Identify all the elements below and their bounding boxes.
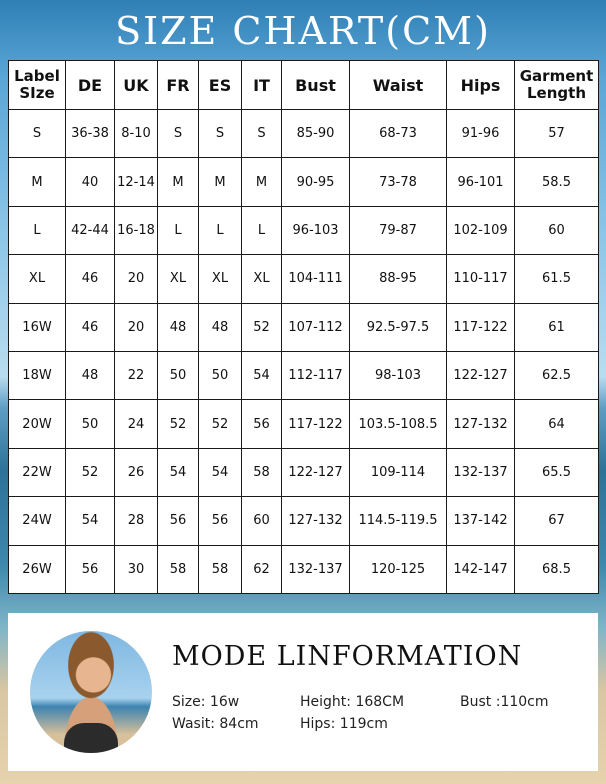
table-cell: 127-132	[282, 497, 350, 545]
table-cell: 50	[158, 351, 199, 399]
table-cell: 26	[115, 448, 158, 496]
column-header: UK	[115, 61, 158, 110]
table-cell: 92.5-97.5	[350, 303, 447, 351]
table-cell: 62	[242, 545, 282, 593]
table-cell: L	[9, 206, 66, 254]
table-cell: 40	[66, 158, 115, 206]
model-hips	[300, 716, 388, 732]
table-cell: S	[199, 110, 242, 158]
table-cell: 104-111	[282, 255, 350, 303]
table-cell: 132-137	[282, 545, 350, 593]
table-cell: M	[158, 158, 199, 206]
table-cell: 107-112	[282, 303, 350, 351]
model-information-title: MODE LINFORMATION	[172, 641, 523, 672]
table-cell: 18W	[9, 351, 66, 399]
table-cell: S	[158, 110, 199, 158]
table-cell: 98-103	[350, 351, 447, 399]
table-cell: 117-122	[282, 400, 350, 448]
table-cell: 28	[115, 497, 158, 545]
table-cell: 54	[158, 448, 199, 496]
table-cell: 110-117	[447, 255, 515, 303]
table-cell: 30	[115, 545, 158, 593]
table-cell: 61	[515, 303, 599, 351]
table-cell: 137-142	[447, 497, 515, 545]
table-cell: 48	[199, 303, 242, 351]
table-cell: 36-38	[66, 110, 115, 158]
model-height-label: Height:	[300, 694, 351, 710]
table-cell: 46	[66, 255, 115, 303]
table-cell: 64	[515, 400, 599, 448]
table-cell: XL	[199, 255, 242, 303]
table-cell: 24W	[9, 497, 66, 545]
page-title: SIZE CHART(CM)	[115, 9, 491, 53]
table-cell: 56	[199, 497, 242, 545]
table-header-row	[9, 61, 599, 110]
table-cell: 90-95	[282, 158, 350, 206]
table-cell: 127-132	[447, 400, 515, 448]
table-row	[9, 351, 599, 399]
table-cell: 122-127	[447, 351, 515, 399]
table-cell: XL	[9, 255, 66, 303]
table-cell: 56	[66, 545, 115, 593]
table-cell: 8-10	[115, 110, 158, 158]
table-cell: 73-78	[350, 158, 447, 206]
table-cell: 48	[158, 303, 199, 351]
table-cell: 12-14	[115, 158, 158, 206]
table-cell: 117-122	[447, 303, 515, 351]
table-cell: 58	[158, 545, 199, 593]
table-cell: 56	[242, 400, 282, 448]
table-cell: 68.5	[515, 545, 599, 593]
table-cell: XL	[158, 255, 199, 303]
table-cell: 61.5	[515, 255, 599, 303]
table-cell: M	[199, 158, 242, 206]
column-header: Garment Length	[515, 61, 599, 110]
model-hips-value: 119cm	[339, 716, 388, 732]
model-size	[172, 694, 239, 710]
table-cell: 16W	[9, 303, 66, 351]
table-cell: 132-137	[447, 448, 515, 496]
table-cell: 52	[66, 448, 115, 496]
table-cell: 22W	[9, 448, 66, 496]
column-header: Hips	[447, 61, 515, 110]
table-cell: L	[242, 206, 282, 254]
model-waist-label: Wasit:	[172, 716, 215, 732]
model-height	[300, 694, 404, 710]
table-cell: L	[158, 206, 199, 254]
table-cell: 24	[115, 400, 158, 448]
table-cell: 58	[242, 448, 282, 496]
table-cell: 57	[515, 110, 599, 158]
table-cell: 114.5-119.5	[350, 497, 447, 545]
table-cell: 20W	[9, 400, 66, 448]
table-row	[9, 448, 599, 496]
table-cell: 85-90	[282, 110, 350, 158]
model-photo	[30, 631, 152, 753]
table-cell: 96-101	[447, 158, 515, 206]
column-header: Label SIze	[9, 61, 66, 110]
table-cell: 58	[199, 545, 242, 593]
table-cell: 62.5	[515, 351, 599, 399]
table-cell: 109-114	[350, 448, 447, 496]
table-cell: M	[9, 158, 66, 206]
table-cell: 60	[242, 497, 282, 545]
column-header: ES	[199, 61, 242, 110]
table-row	[9, 255, 599, 303]
table-row	[9, 206, 599, 254]
model-bust-value: 110cm	[500, 694, 549, 710]
table-cell: M	[242, 158, 282, 206]
table-cell: 50	[66, 400, 115, 448]
model-hips-label: Hips:	[300, 716, 336, 732]
table-cell: 20	[115, 255, 158, 303]
table-cell: 68-73	[350, 110, 447, 158]
model-waist-value: 84cm	[219, 716, 259, 732]
table-row	[9, 497, 599, 545]
model-waist	[172, 716, 259, 732]
model-bust	[460, 694, 549, 710]
table-cell: 46	[66, 303, 115, 351]
table-cell: 54	[66, 497, 115, 545]
model-size-label: Size:	[172, 694, 206, 710]
model-bust-label: Bust :	[460, 694, 501, 710]
table-row	[9, 110, 599, 158]
column-header: Waist	[350, 61, 447, 110]
table-cell: S	[242, 110, 282, 158]
model-size-value: 16w	[209, 694, 240, 710]
table-cell: 48	[66, 351, 115, 399]
table-body	[9, 110, 599, 594]
table-cell: 79-87	[350, 206, 447, 254]
column-header: DE	[66, 61, 115, 110]
table-cell: 52	[158, 400, 199, 448]
table-row	[9, 158, 599, 206]
table-cell: 120-125	[350, 545, 447, 593]
table-cell: XL	[242, 255, 282, 303]
table-cell: 103.5-108.5	[350, 400, 447, 448]
table-cell: 56	[158, 497, 199, 545]
table-cell: 58.5	[515, 158, 599, 206]
table-cell: 54	[242, 351, 282, 399]
table-cell: 112-117	[282, 351, 350, 399]
table-cell: 42-44	[66, 206, 115, 254]
column-header: IT	[242, 61, 282, 110]
table-cell: S	[9, 110, 66, 158]
table-cell: 67	[515, 497, 599, 545]
table-cell: 88-95	[350, 255, 447, 303]
table-cell: 54	[199, 448, 242, 496]
table-cell: 22	[115, 351, 158, 399]
table-row	[9, 545, 599, 593]
table-cell: 52	[199, 400, 242, 448]
table-cell: 91-96	[447, 110, 515, 158]
model-height-value: 168CM	[355, 694, 405, 710]
table-row	[9, 400, 599, 448]
table-cell: 142-147	[447, 545, 515, 593]
model-information-panel	[8, 613, 598, 771]
table-cell: 102-109	[447, 206, 515, 254]
table-cell: 26W	[9, 545, 66, 593]
column-header: FR	[158, 61, 199, 110]
column-header: Bust	[282, 61, 350, 110]
table-cell: 50	[199, 351, 242, 399]
table-row	[9, 303, 599, 351]
table-cell: 20	[115, 303, 158, 351]
table-cell: 96-103	[282, 206, 350, 254]
size-chart-table	[8, 60, 599, 594]
table-cell: 52	[242, 303, 282, 351]
table-cell: 16-18	[115, 206, 158, 254]
table-cell: 65.5	[515, 448, 599, 496]
table-cell: 60	[515, 206, 599, 254]
table-cell: 122-127	[282, 448, 350, 496]
table-cell: L	[199, 206, 242, 254]
